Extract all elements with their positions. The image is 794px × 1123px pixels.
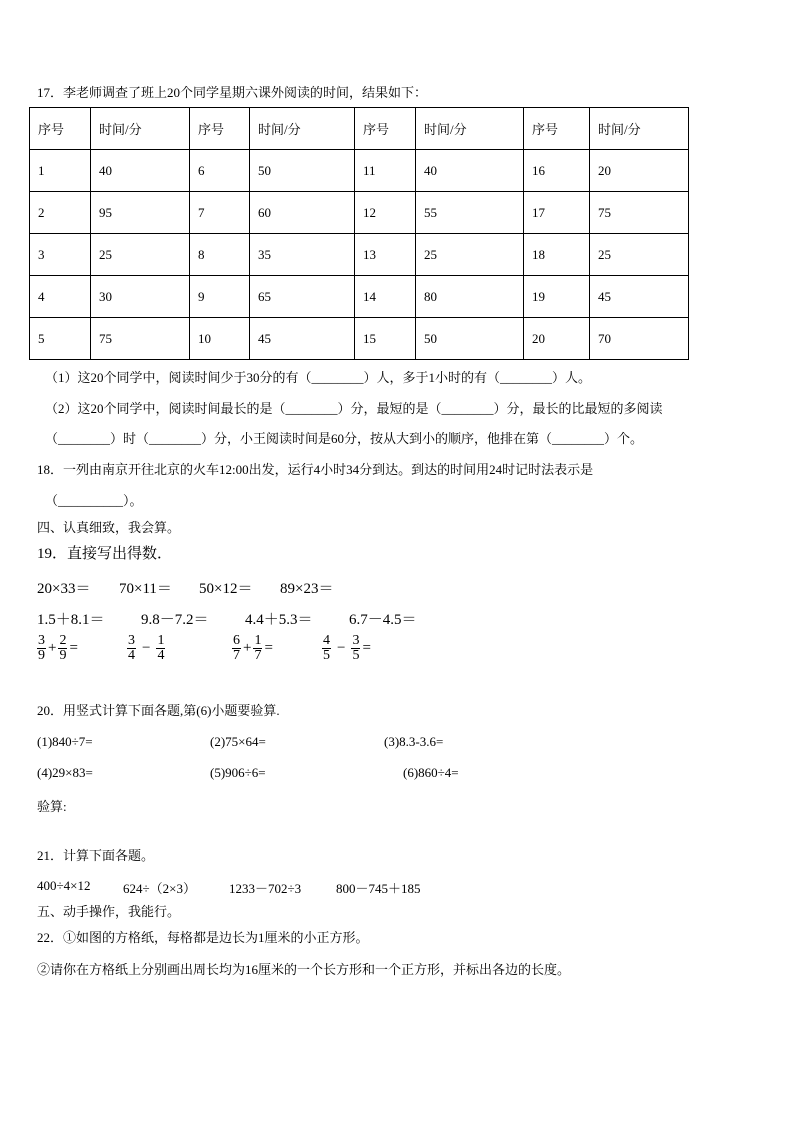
q20-item: (1)840÷7=: [37, 734, 93, 749]
table-row: [30, 150, 689, 192]
table-row: [30, 276, 689, 318]
table-cell: 35: [250, 234, 355, 276]
table-cell: 17: [524, 192, 590, 234]
section-5-heading: 五、动手操作，我能行。: [37, 904, 181, 919]
table-cell: 10: [190, 318, 250, 360]
table-cell: 40: [416, 150, 524, 192]
q20-item: (5)906÷6=: [210, 765, 266, 780]
numerator: 3: [128, 633, 135, 648]
q19-item: 9.8－7.2＝: [141, 612, 209, 628]
q19-fraction-item: [322, 634, 373, 663]
table-cell: 20: [590, 150, 689, 192]
numerator: 6: [233, 633, 240, 648]
table-cell: 50: [250, 150, 355, 192]
q18-line2: （__________）。: [45, 493, 143, 508]
table-cell: 20: [524, 318, 590, 360]
q19-title: 19．直接写出得数．: [37, 546, 173, 562]
table-cell: 45: [590, 276, 689, 318]
q19-item: 20×33＝: [37, 581, 91, 597]
operator: +: [243, 640, 252, 656]
table-row: [30, 192, 689, 234]
table-header-row: [30, 108, 689, 150]
table-cell: 19: [524, 276, 590, 318]
q19-item: 70×11＝: [119, 581, 172, 597]
q20-item: (4)29×83=: [37, 765, 93, 780]
table-row: [30, 318, 689, 360]
table-cell: 40: [91, 150, 190, 192]
equals: =: [264, 640, 273, 656]
numerator: 3: [352, 633, 360, 648]
q17-sub2-line2: （________）时（________）分，小王阅读时间是60分，按从大到小的顺序，他排在第（________）个。: [45, 431, 644, 446]
q20-item: (3)8.3-3.6=: [384, 734, 444, 749]
operator: −: [142, 640, 151, 656]
q21-item: 800－745＋185: [336, 881, 421, 896]
table-cell: 30: [91, 276, 190, 318]
table-cell: 75: [590, 192, 689, 234]
table-cell: 80: [416, 276, 524, 318]
q20-title: 20．用竖式计算下面各题,第(6)小题要验算.: [37, 703, 280, 718]
q17-sub2-line1: （2）这20个同学中，阅读时间最长的是（________）分，最短的是（________）分，最长的比最短的多阅读: [45, 401, 663, 416]
table-cell: 1: [30, 150, 91, 192]
table-cell: 55: [416, 192, 524, 234]
table-cell: 16: [524, 150, 590, 192]
table-cell: 65: [250, 276, 355, 318]
table-header: 序号: [190, 108, 250, 150]
denominator: 5: [352, 648, 360, 663]
table-cell: 6: [190, 150, 250, 192]
table-cell: 70: [590, 318, 689, 360]
q20-item: (6)860÷4=: [403, 765, 459, 780]
q19-item: 89×23＝: [280, 581, 334, 597]
table-cell: 75: [91, 318, 190, 360]
operator: −: [337, 640, 346, 656]
q19-fraction-item: [232, 634, 275, 663]
denominator: 7: [233, 648, 240, 663]
denominator: 9: [59, 648, 67, 663]
table-cell: 25: [416, 234, 524, 276]
q19-fraction-item: [37, 634, 80, 663]
denominator: 4: [157, 648, 165, 663]
denominator: 7: [254, 648, 262, 663]
table-cell: 4: [30, 276, 91, 318]
q19-item: 50×12＝: [199, 581, 253, 597]
table-cell: 13: [355, 234, 416, 276]
q19-fraction-item: [127, 634, 169, 663]
q19-item: 4.4＋5.3＝: [245, 612, 313, 628]
table-cell: 25: [91, 234, 190, 276]
table-cell: 50: [416, 318, 524, 360]
denominator: 4: [128, 648, 135, 663]
table-header: 时间/分: [416, 108, 524, 150]
table-cell: 11: [355, 150, 416, 192]
denominator: 9: [38, 648, 45, 663]
numerator: 3: [38, 633, 45, 648]
table-cell: 9: [190, 276, 250, 318]
table-header: 序号: [30, 108, 91, 150]
q20-check-label: 验算:: [37, 799, 67, 814]
q20-item: (2)75×64=: [210, 734, 266, 749]
table-cell: 25: [590, 234, 689, 276]
table-header: 序号: [355, 108, 416, 150]
equals: =: [69, 640, 78, 656]
q19-item: 1.5＋8.1＝: [37, 612, 105, 628]
table-cell: 3: [30, 234, 91, 276]
q17-sub1: （1）这20个同学中，阅读时间少于30分的有（________）人，多于1小时的有（________）人。: [45, 370, 592, 385]
table-header: 时间/分: [250, 108, 355, 150]
section-4-heading: 四、认真细致，我会算。: [37, 520, 181, 535]
operator: +: [48, 640, 57, 656]
table-cell: 45: [250, 318, 355, 360]
numerator: 1: [254, 633, 262, 648]
table-cell: 8: [190, 234, 250, 276]
q22-line2: ②请你在方格纸上分别画出周长均为16厘米的一个长方形和一个正方形，并标出各边的长度。: [37, 962, 571, 977]
q18-line1: 18．一列由南京开往北京的火车12:00出发，运行4小时34分到达。到达的时间用24时记时法表示是: [37, 462, 594, 477]
numerator: 1: [157, 633, 165, 648]
q21-item: 400÷4×12: [37, 878, 91, 893]
equals: =: [362, 640, 371, 656]
table-header: 序号: [524, 108, 590, 150]
table-header: 时间/分: [91, 108, 190, 150]
table-cell: 95: [91, 192, 190, 234]
q19-item: 6.7－4.5＝: [349, 612, 417, 628]
table-cell: 7: [190, 192, 250, 234]
numerator: 4: [323, 633, 330, 648]
table-cell: 18: [524, 234, 590, 276]
table-cell: 60: [250, 192, 355, 234]
numerator: 2: [59, 633, 67, 648]
q21-item: 1233－702÷3: [229, 881, 302, 896]
q17-title: 17．李老师调查了班上20个同学星期六课外阅读的时间，结果如下：: [37, 85, 428, 100]
table-cell: 5: [30, 318, 91, 360]
table-cell: 15: [355, 318, 416, 360]
table-row: [30, 234, 689, 276]
reading-time-table: [29, 107, 689, 360]
q21-item: 624÷（2×3）: [123, 881, 196, 896]
table-cell: 14: [355, 276, 416, 318]
q22-line1: 22．①如图的方格纸，每格都是边长为1厘米的小正方形。: [37, 930, 369, 945]
denominator: 5: [323, 648, 330, 663]
q21-title: 21．计算下面各题。: [37, 848, 155, 863]
table-cell: 12: [355, 192, 416, 234]
table-header: 时间/分: [590, 108, 689, 150]
table-cell: 2: [30, 192, 91, 234]
